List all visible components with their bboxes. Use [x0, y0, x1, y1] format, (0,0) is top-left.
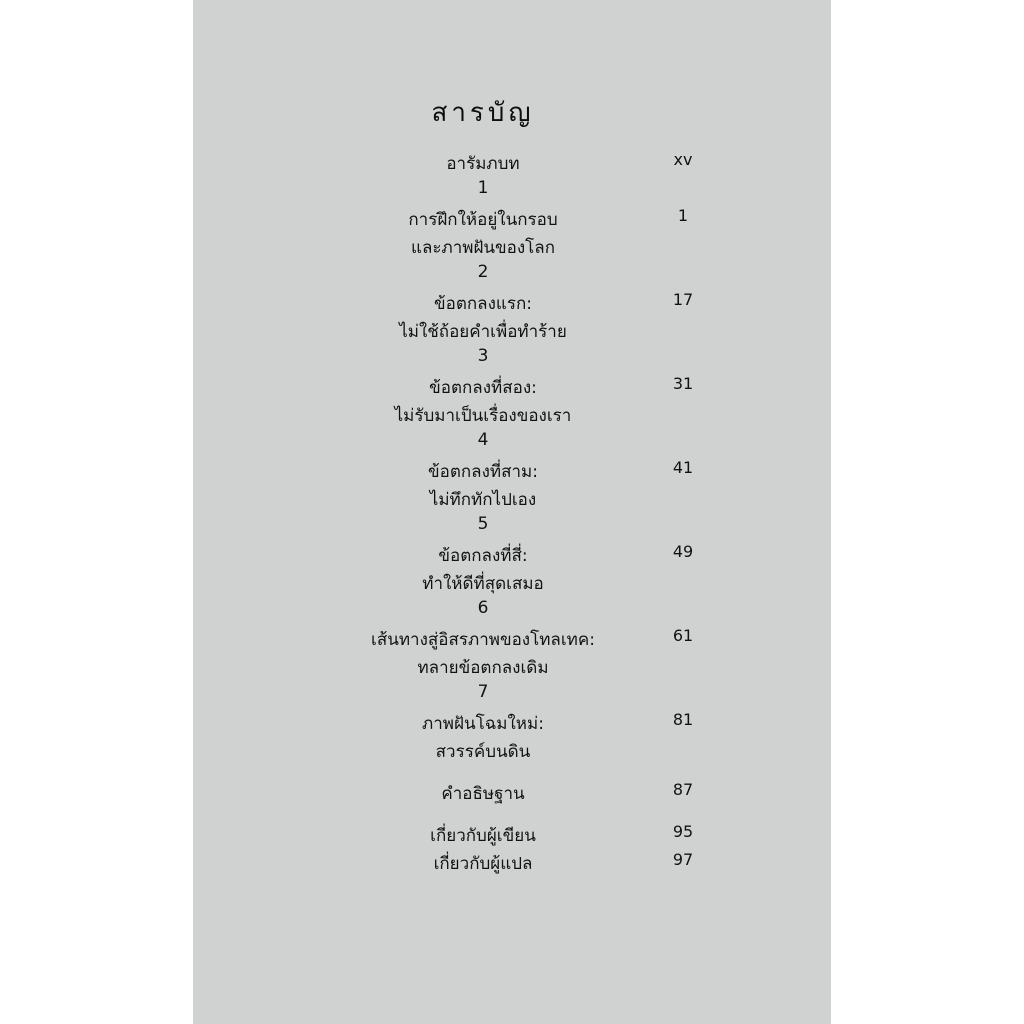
chapter-number: 2 [477, 262, 489, 282]
toc-page-number: 1 [677, 206, 689, 225]
toc-page-number: 81 [672, 710, 694, 729]
chapter-number: 4 [477, 430, 489, 450]
toc-entry-row[interactable] [193, 780, 831, 808]
toc-entry-row[interactable] [193, 486, 831, 514]
toc-page-number: 31 [672, 374, 694, 393]
toc-entry-row[interactable] [193, 234, 831, 262]
toc-spacer [193, 766, 831, 780]
toc-entry-label: ไม่ใช้ถ้อยคำเพื่อทำร้าย [399, 322, 567, 342]
toc-entry-label: อารัมภบท [446, 154, 520, 174]
chapter-number: 3 [477, 346, 489, 366]
toc-entry-label: ทำให้ดีที่สุดเสมอ [422, 574, 544, 594]
chapter-number-row [193, 514, 831, 542]
chapter-number: 1 [477, 178, 489, 198]
toc-entry-label: ข้อตกลงที่สาม: [428, 462, 538, 482]
toc-entry-label: เกี่ยวกับผู้แปล [433, 854, 533, 874]
page-title: สารบัญ [431, 98, 535, 128]
toc-entry-row[interactable] [193, 542, 831, 570]
toc-entry-row[interactable] [193, 710, 831, 738]
toc-page-number: 97 [672, 850, 694, 869]
toc-entry-row[interactable] [193, 822, 831, 850]
toc-entry-row[interactable] [193, 206, 831, 234]
toc-page-number: 61 [672, 626, 694, 645]
toc-page-number: 17 [672, 290, 694, 309]
toc-entry-row[interactable] [193, 850, 831, 878]
chapter-number-row [193, 262, 831, 290]
chapter-number-row [193, 430, 831, 458]
toc-entry-row[interactable] [193, 318, 831, 346]
chapter-number-row [193, 346, 831, 374]
toc-entry-label: ข้อตกลงแรก: [434, 294, 532, 314]
chapter-number: 7 [477, 682, 489, 702]
toc-entry-row[interactable] [193, 654, 831, 682]
toc-entry-row[interactable] [193, 402, 831, 430]
toc-page-number: 41 [672, 458, 694, 477]
toc-entry-label: ข้อตกลงที่สอง: [429, 378, 537, 398]
toc-entry-row[interactable] [193, 374, 831, 402]
toc-entry-label: เกี่ยวกับผู้เขียน [430, 826, 536, 846]
toc-entry-row[interactable] [193, 458, 831, 486]
toc-entry-label: การฝึกให้อยู่ในกรอบ [408, 210, 558, 230]
toc-entry-row[interactable] [193, 570, 831, 598]
toc-page-number: 95 [672, 822, 694, 841]
toc-spacer [193, 808, 831, 822]
book-page [193, 0, 831, 1024]
table-of-contents [193, 0, 831, 1024]
toc-entry-row[interactable] [193, 738, 831, 766]
toc-page-number: xv [673, 150, 693, 169]
toc-entry-label: ทลายข้อตกลงเดิม [417, 658, 549, 678]
chapter-number: 5 [477, 514, 489, 534]
toc-entry-label: ภาพฝันโฉมใหม่: [422, 714, 544, 734]
chapter-number-row [193, 178, 831, 206]
toc-entry-label: เส้นทางสู่อิสรภาพของโทลเทค: [371, 630, 595, 650]
chapter-number: 6 [477, 598, 489, 618]
toc-entry-label: และภาพฝันของโลก [410, 238, 556, 258]
toc-rows [193, 150, 831, 878]
toc-page-number: 49 [672, 542, 694, 561]
toc-entry-row[interactable] [193, 290, 831, 318]
toc-entry-label: ไม่ทึกทักไปเอง [429, 490, 537, 510]
toc-entry-label: ไม่รับมาเป็นเรื่องของเรา [394, 406, 572, 426]
toc-entry-row[interactable] [193, 150, 831, 178]
toc-entry-label: คำอธิษฐาน [441, 784, 525, 804]
toc-entry-row[interactable] [193, 626, 831, 654]
chapter-number-row [193, 598, 831, 626]
chapter-number-row [193, 682, 831, 710]
toc-page-number: 87 [672, 780, 694, 799]
toc-entry-label: สวรรค์บนดิน [435, 742, 531, 762]
toc-entry-label: ข้อตกลงที่สี่: [438, 546, 528, 566]
